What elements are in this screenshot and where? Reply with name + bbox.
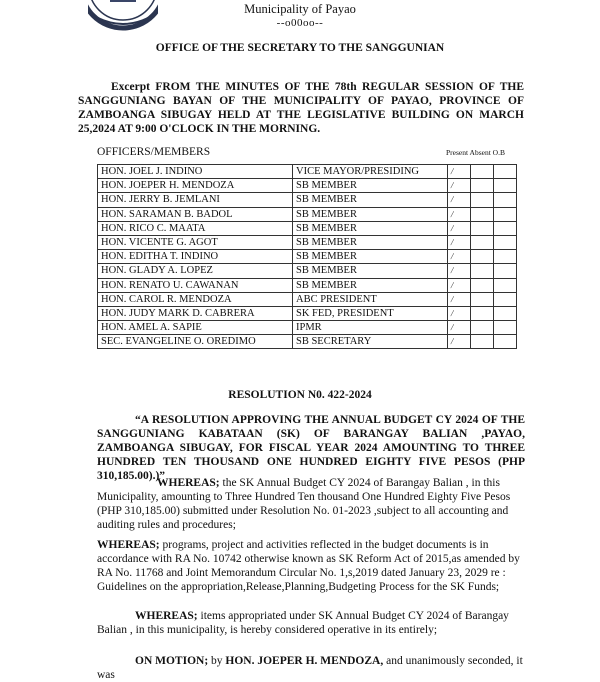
member-name: HON. JUDY MARK D. CABRERA [98, 306, 293, 320]
absent-cell [471, 335, 494, 349]
member-name: HON. JERRY B. JEMLANI [98, 193, 293, 207]
official-business-cell [494, 306, 517, 320]
whereas-lead: WHEREAS; [157, 477, 220, 489]
whereas-text: the SK Annual Budget CY 2024 of Barangay Balian , in this Municipality, amounting to Three Hundred Ten thousand One Hundred Eighty Five Pesos (PHP 310,185.00) submitted under Resolution No. 01-2023 ,subject to all accounting and auditing rules and procedures; [97, 477, 511, 531]
members-heading: OFFICERS/MEMBERS [97, 146, 211, 158]
member-name: HON. AMEL A. SAPIE [98, 321, 293, 335]
member-name: SEC. EVANGELINE O. OREDIMO [98, 335, 293, 349]
present-mark: / [450, 251, 455, 262]
official-business-cell [494, 193, 517, 207]
present-mark: / [450, 180, 455, 191]
member-name: HON. JOEPER H. MENDOZA [98, 179, 293, 193]
member-position: VICE MAYOR/PRESIDING [293, 165, 448, 179]
motion-lead: ON MOTION; [135, 655, 209, 667]
present-mark: / [450, 279, 455, 290]
present-mark: / [450, 222, 455, 233]
official-business-cell [494, 165, 517, 179]
member-position: SB SECRETARY [293, 335, 448, 349]
present-mark: / [450, 293, 455, 304]
official-business-cell [494, 179, 517, 193]
member-position: SB MEMBER [293, 264, 448, 278]
official-business-cell [494, 321, 517, 335]
official-business-cell [494, 335, 517, 349]
motion-by: by [208, 655, 226, 667]
member-position: SK FED, PRESIDENT [293, 306, 448, 320]
member-row [98, 221, 517, 235]
whereas-text: programs, project and activities reflected in the budget documents is in accordance with RA No. 10742 otherwise known as SK Reform Act of 2015,as amended by RA No. 11768 and Joint Memorandum Circular No. 1,s,2019 dated January 23, 2029 re : Guidelines on the appropriation,Release,Planning,Budgeting Process for the SK Funds; [97, 539, 520, 593]
member-name: HON. VICENTE G. AGOT [98, 235, 293, 249]
motion-paragraph [97, 654, 527, 682]
whereas-text: items appropriated under SK Annual Budget CY 2024 of Barangay Balian , in this municipality, is hereby considered operative in its entirely; [97, 610, 509, 636]
member-position: SB MEMBER [293, 221, 448, 235]
present-cell [448, 165, 471, 179]
whereas-lead: WHEREAS; [97, 539, 160, 551]
absent-cell [471, 306, 494, 320]
official-business-cell [494, 221, 517, 235]
office-title: OFFICE OF THE SECRETARY TO THE SANGGUNIAN [155, 42, 445, 54]
official-business-cell [494, 264, 517, 278]
member-row [98, 264, 517, 278]
present-cell [448, 193, 471, 207]
whereas-lead: WHEREAS; [135, 610, 198, 622]
absent-cell [471, 221, 494, 235]
member-row [98, 321, 517, 335]
present-cell [448, 278, 471, 292]
present-cell [448, 207, 471, 221]
resolution-number: RESOLUTION N0. 422-2024 [228, 389, 372, 401]
member-position: SB MEMBER [293, 278, 448, 292]
member-position: SB MEMBER [293, 179, 448, 193]
absent-cell [471, 179, 494, 193]
member-position: SB MEMBER [293, 193, 448, 207]
present-cell [448, 335, 471, 349]
attendance-table [97, 164, 517, 349]
present-mark: / [450, 307, 455, 318]
present-mark: / [450, 237, 455, 248]
member-position: ABC PRESIDENT [293, 292, 448, 306]
absent-cell [471, 235, 494, 249]
present-mark: / [450, 208, 455, 219]
member-name: HON. RENATO U. CAWANAN [98, 278, 293, 292]
absent-cell [471, 321, 494, 335]
official-business-cell [494, 250, 517, 264]
member-position: IPMR [293, 321, 448, 335]
member-row [98, 235, 517, 249]
present-mark: / [450, 322, 455, 333]
present-mark: / [450, 166, 455, 177]
member-row [98, 278, 517, 292]
absent-cell [471, 193, 494, 207]
municipality-name: Municipality of Payao [244, 2, 356, 16]
absent-cell [471, 264, 494, 278]
absent-cell [471, 207, 494, 221]
member-row [98, 207, 517, 221]
member-name: HON. GLADY A. LOPEZ [98, 264, 293, 278]
member-row [98, 193, 517, 207]
member-name: HON. EDITHA T. INDINO [98, 250, 293, 264]
minutes-excerpt: Excerpt FROM THE MINUTES OF THE 78th REGULAR SESSION OF THE SANGGUNIANG BAYAN OF THE MUNICIPALITY OF PAYAO, PROVINCE OF ZAMBOANGA SIBUGAY HELD AT THE LEGISLATIVE BUILDING ON MARCH 25,2024 AT 9:00 O'CLOCK IN THE MORNING. [78, 81, 524, 135]
official-business-cell [494, 235, 517, 249]
member-position: SB MEMBER [293, 235, 448, 249]
absent-cell [471, 250, 494, 264]
absent-cell [471, 165, 494, 179]
member-name: HON. SARAMAN B. BADOL [98, 207, 293, 221]
member-name: HON. CAROL R. MENDOZA [98, 292, 293, 306]
present-cell [448, 264, 471, 278]
member-row [98, 165, 517, 179]
member-position: SB MEMBER [293, 207, 448, 221]
motion-text: and unanimously seconded, it was [97, 655, 523, 681]
present-cell [448, 250, 471, 264]
official-business-cell [494, 278, 517, 292]
member-name: HON. RICO C. MAATA [98, 221, 293, 235]
resolution-title: “A RESOLUTION APPROVING THE ANNUAL BUDGET CY 2024 OF THE SANGGUNIANG KABATAAN (SK) OF BARANGAY BALIAN ,PAYAO, ZAMBOANGA SIBUGAY, FOR FISCAL YEAR 2024 AMOUNTING TO THREE HUNDRED TEN THOUSAND ONE HUNDRED EIGHTY FIVE PESOS (PHP 310,185.00).)” [97, 414, 525, 482]
present-mark: / [450, 265, 455, 276]
whereas-paragraph-3 [97, 609, 527, 637]
present-mark: / [450, 194, 455, 205]
present-cell [448, 179, 471, 193]
present-cell [448, 235, 471, 249]
member-row [98, 250, 517, 264]
whereas-paragraph-2 [97, 538, 527, 594]
present-cell [448, 321, 471, 335]
official-business-cell [494, 292, 517, 306]
absent-cell [471, 278, 494, 292]
member-row [98, 335, 517, 349]
header-divider: --o00oo-- [276, 17, 324, 29]
attendance-columns-label: Present Absent O.B [446, 148, 505, 157]
member-name: HON. JOEL J. INDINO [98, 165, 293, 179]
absent-cell [471, 292, 494, 306]
motion-mover: HON. JOEPER H. MENDOZA, [225, 655, 384, 667]
present-cell [448, 292, 471, 306]
official-business-cell [494, 207, 517, 221]
present-cell [448, 306, 471, 320]
member-position: SB MEMBER [293, 250, 448, 264]
whereas-paragraph-1 [97, 476, 527, 532]
member-row [98, 306, 517, 320]
present-cell [448, 221, 471, 235]
member-row [98, 179, 517, 193]
present-mark: / [450, 336, 455, 347]
member-row [98, 292, 517, 306]
